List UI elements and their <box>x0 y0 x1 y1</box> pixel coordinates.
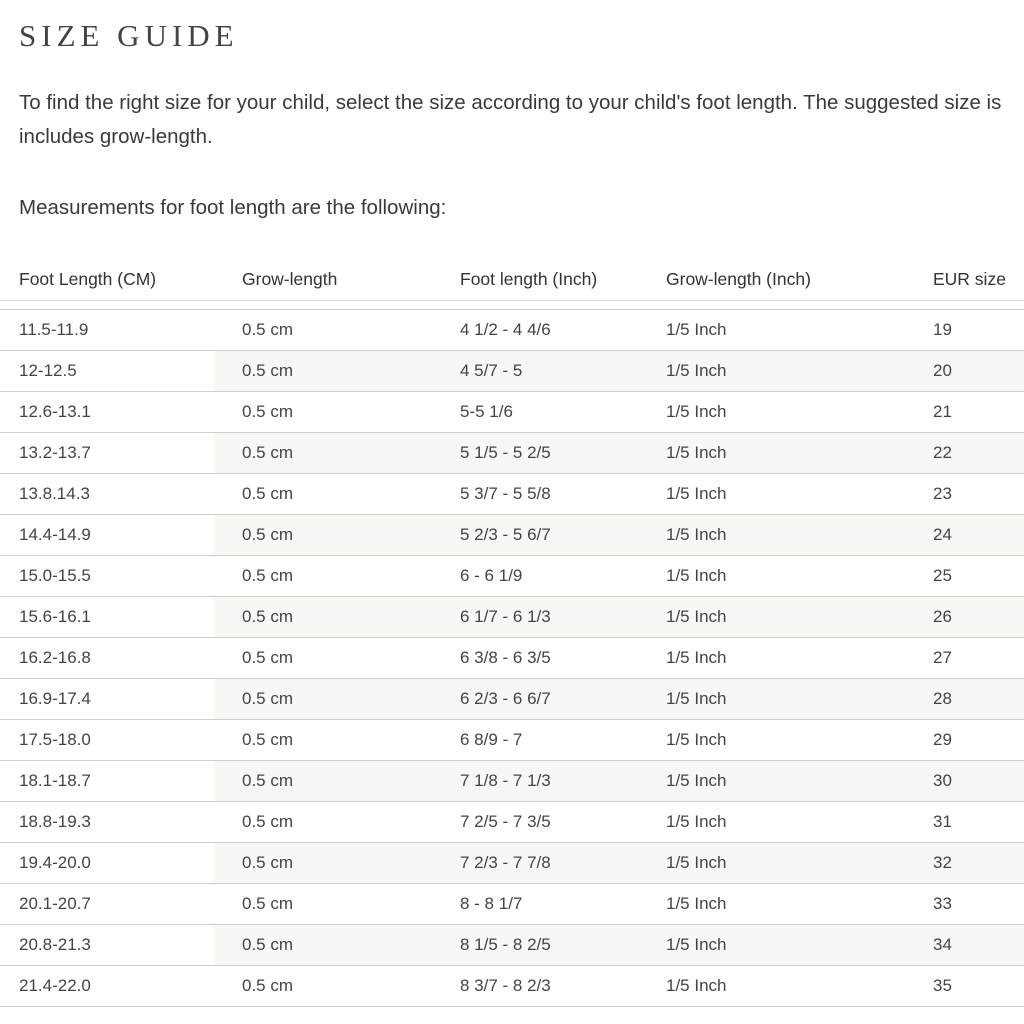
cell-foot-length-inch: 7 2/5 - 7 3/5 <box>460 812 551 831</box>
cell-foot-length-cm: 20.8-21.3 <box>19 935 91 954</box>
cell-grow-length-inch: 1/5 Inch <box>666 976 727 995</box>
page-title: SIZE GUIDE <box>19 18 239 53</box>
cell-foot-length-inch: 6 - 6 1/9 <box>460 566 523 585</box>
cell-foot-length-cm: 16.2-16.8 <box>19 648 91 667</box>
table-row <box>0 515 1024 556</box>
cell-grow-length-inch: 1/5 Inch <box>666 607 727 626</box>
table-row <box>0 351 1024 392</box>
cell-eur-size: 32 <box>933 853 952 872</box>
cell-grow-length: 0.5 cm <box>242 771 294 790</box>
cell-foot-length-cm: 15.0-15.5 <box>19 566 91 585</box>
table-row <box>0 966 1024 1007</box>
cell-foot-length-cm: 17.5-18.0 <box>19 730 91 749</box>
cell-eur-size: 30 <box>933 771 952 790</box>
cell-grow-length-inch: 1/5 Inch <box>666 525 727 544</box>
header-grow-length: Grow-length <box>242 268 338 289</box>
cell-grow-length: 0.5 cm <box>242 894 294 913</box>
cell-grow-length-inch: 1/5 Inch <box>666 361 727 380</box>
cell-foot-length-cm: 18.1-18.7 <box>19 771 91 790</box>
cell-foot-length-cm: 11.5-11.9 <box>19 320 89 339</box>
cell-foot-length-cm: 16.9-17.4 <box>19 689 91 708</box>
cell-foot-length-cm: 18.8-19.3 <box>19 812 91 831</box>
table-row <box>0 474 1024 515</box>
cell-grow-length: 0.5 cm <box>242 812 294 831</box>
cell-grow-length: 0.5 cm <box>242 730 294 749</box>
cell-grow-length-inch: 1/5 Inch <box>666 402 727 421</box>
cell-foot-length-inch: 6 2/3 - 6 6/7 <box>460 689 551 708</box>
cell-foot-length-inch: 6 3/8 - 6 3/5 <box>460 648 551 667</box>
header-foot-length-inch: Foot length (Inch) <box>460 268 598 289</box>
table-row <box>0 843 1024 884</box>
table-row <box>0 556 1024 597</box>
header-foot-length-cm: Foot Length (CM) <box>19 268 157 289</box>
cell-foot-length-inch: 4 5/7 - 5 <box>460 361 523 380</box>
cell-grow-length-inch: 1/5 Inch <box>666 853 727 872</box>
cell-foot-length-inch: 5 3/7 - 5 5/8 <box>460 484 551 503</box>
table-row <box>0 638 1024 679</box>
cell-grow-length-inch: 1/5 Inch <box>666 935 727 954</box>
cell-foot-length-cm: 13.8.14.3 <box>19 484 90 503</box>
cell-grow-length-inch: 1/5 Inch <box>666 320 727 339</box>
cell-grow-length-inch: 1/5 Inch <box>666 648 727 667</box>
header-grow-length-inch: Grow-length (Inch) <box>666 268 811 289</box>
cell-foot-length-inch: 8 3/7 - 8 2/3 <box>460 976 551 995</box>
cell-foot-length-inch: 4 1/2 - 4 4/6 <box>460 320 551 339</box>
table-row <box>0 392 1024 433</box>
cell-grow-length: 0.5 cm <box>242 689 294 708</box>
table-row <box>0 802 1024 843</box>
table-row <box>0 597 1024 638</box>
cell-grow-length: 0.5 cm <box>242 566 294 585</box>
cell-foot-length-inch: 8 - 8 1/7 <box>460 894 523 913</box>
cell-foot-length-inch: 5 1/5 - 5 2/5 <box>460 443 551 462</box>
cell-eur-size: 19 <box>933 320 952 339</box>
table-row <box>0 310 1024 351</box>
cell-grow-length: 0.5 cm <box>242 320 294 339</box>
cell-grow-length: 0.5 cm <box>242 525 294 544</box>
table-row <box>0 433 1024 474</box>
cell-grow-length-inch: 1/5 Inch <box>666 730 727 749</box>
cell-foot-length-cm: 20.1-20.7 <box>19 894 91 913</box>
cell-grow-length-inch: 1/5 Inch <box>666 771 727 790</box>
cell-eur-size: 22 <box>933 443 952 462</box>
cell-eur-size: 24 <box>933 525 952 544</box>
cell-grow-length-inch: 1/5 Inch <box>666 812 727 831</box>
intro-text: To find the right size for your child, select the size according to your child's foot length. The suggested size is includes grow-length. <box>19 91 1002 148</box>
cell-eur-size: 29 <box>933 730 952 749</box>
cell-grow-length-inch: 1/5 Inch <box>666 689 727 708</box>
size-table <box>0 258 1024 1007</box>
cell-eur-size: 25 <box>933 566 952 585</box>
cell-eur-size: 28 <box>933 689 952 708</box>
cell-foot-length-inch: 5 2/3 - 5 6/7 <box>460 525 551 544</box>
cell-eur-size: 33 <box>933 894 952 913</box>
table-row <box>0 761 1024 802</box>
header-eur-size: EUR size <box>933 268 1006 289</box>
header-divider <box>0 301 1024 310</box>
cell-foot-length-cm: 12-12.5 <box>19 361 77 380</box>
cell-grow-length: 0.5 cm <box>242 402 294 421</box>
cell-foot-length-inch: 7 2/3 - 7 7/8 <box>460 853 551 872</box>
table-row <box>0 925 1024 966</box>
cell-eur-size: 27 <box>933 648 952 667</box>
cell-eur-size: 21 <box>933 402 952 421</box>
cell-eur-size: 31 <box>933 812 952 831</box>
table-row <box>0 720 1024 761</box>
cell-grow-length-inch: 1/5 Inch <box>666 566 727 585</box>
cell-eur-size: 23 <box>933 484 952 503</box>
cell-eur-size: 26 <box>933 607 952 626</box>
cell-foot-length-cm: 19.4-20.0 <box>19 853 91 872</box>
cell-grow-length: 0.5 cm <box>242 607 294 626</box>
cell-foot-length-cm: 13.2-13.7 <box>19 443 91 462</box>
cell-grow-length-inch: 1/5 Inch <box>666 443 727 462</box>
cell-eur-size: 20 <box>933 361 952 380</box>
cell-foot-length-inch: 5-5 1/6 <box>460 402 513 421</box>
table-row <box>0 679 1024 720</box>
cell-grow-length: 0.5 cm <box>242 976 294 995</box>
cell-grow-length: 0.5 cm <box>242 443 294 462</box>
table-header <box>0 258 1024 301</box>
table-body <box>0 310 1024 1007</box>
cell-foot-length-cm: 12.6-13.1 <box>19 402 91 421</box>
cell-foot-length-cm: 21.4-22.0 <box>19 976 91 995</box>
cell-grow-length-inch: 1/5 Inch <box>666 484 727 503</box>
cell-foot-length-inch: 8 1/5 - 8 2/5 <box>460 935 551 954</box>
cell-grow-length: 0.5 cm <box>242 935 294 954</box>
cell-eur-size: 35 <box>933 976 952 995</box>
cell-foot-length-inch: 7 1/8 - 7 1/3 <box>460 771 551 790</box>
cell-grow-length: 0.5 cm <box>242 648 294 667</box>
measurements-label: Measurements for foot length are the following: <box>19 196 447 219</box>
cell-foot-length-cm: 15.6-16.1 <box>19 607 91 626</box>
cell-grow-length: 0.5 cm <box>242 484 294 503</box>
table-row <box>0 884 1024 925</box>
cell-foot-length-cm: 14.4-14.9 <box>19 525 91 544</box>
cell-foot-length-inch: 6 8/9 - 7 <box>460 730 523 749</box>
cell-grow-length-inch: 1/5 Inch <box>666 894 727 913</box>
cell-grow-length: 0.5 cm <box>242 853 294 872</box>
cell-foot-length-inch: 6 1/7 - 6 1/3 <box>460 607 551 626</box>
cell-grow-length: 0.5 cm <box>242 361 294 380</box>
cell-eur-size: 34 <box>933 935 952 954</box>
